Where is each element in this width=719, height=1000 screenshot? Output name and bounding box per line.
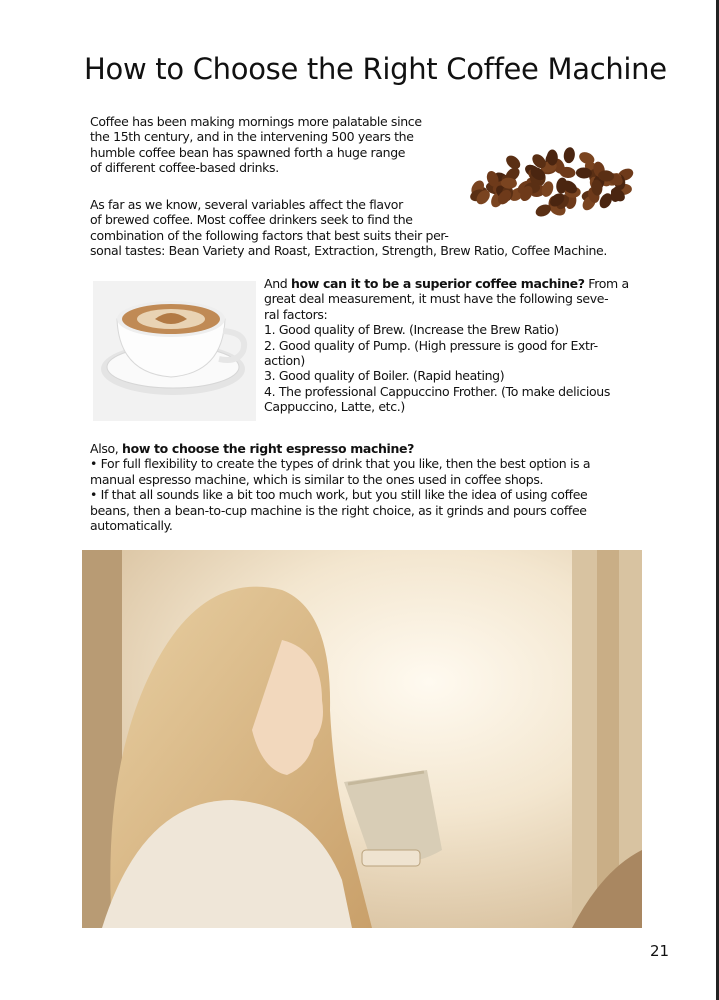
- factor-line: 1. Good quality of Brew. (Increase the Brew Ratio): [264, 322, 559, 338]
- intro-line: Coffee has been making mornings more palatable since: [90, 114, 422, 129]
- superior-machine-paragraph: [264, 276, 629, 415]
- factor-line: 2. Good quality of Pump. (High pressure is good for Extr-: [264, 337, 598, 353]
- woman-with-cup-photo: [82, 550, 642, 928]
- factor-line: action): [264, 353, 305, 369]
- superior-tail: From a: [584, 276, 629, 291]
- variables-line: of brewed coffee. Most coffee drinkers seek to find the: [90, 212, 413, 228]
- factor-line: great deal measurement, it must have the following seve-: [264, 291, 609, 307]
- page-number: 21: [650, 942, 670, 960]
- intro-paragraph: [90, 114, 422, 176]
- espresso-line: • If that all sounds like a bit too much work, but you still like the idea of using coffee: [90, 487, 588, 503]
- factor-line: Cappuccino, Latte, etc.): [264, 399, 405, 415]
- cappuccino-cup-image: [93, 281, 256, 421]
- espresso-line: automatically.: [90, 518, 173, 534]
- espresso-line: • For full flexibility to create the types of drink that you like, then the best option is a: [90, 456, 591, 472]
- espresso-paragraph: [90, 441, 590, 533]
- factor-line: ral factors:: [264, 306, 328, 322]
- espresso-lead-line: [90, 441, 590, 456]
- espresso-question: how to choose the right espresso machine?: [122, 441, 415, 456]
- variables-line: combination of the following factors that best suits their per-: [90, 227, 449, 243]
- factor-line: 3. Good quality of Boiler. (Rapid heating): [264, 368, 505, 384]
- intro-line: of different coffee-based drinks.: [90, 160, 279, 176]
- variables-line: As far as we know, several variables affect the flavor: [90, 197, 403, 212]
- espresso-line: beans, then a bean-to-cup machine is the right choice, as it grinds and pours coffee: [90, 502, 587, 518]
- page-title: How to Choose the Right Coffee Machine: [84, 52, 667, 86]
- espresso-lead: Also,: [90, 441, 123, 456]
- superior-lead: And: [264, 276, 291, 291]
- intro-line: humble coffee bean has spawned forth a huge range: [90, 144, 406, 160]
- variables-paragraph: [90, 197, 607, 259]
- superior-question: how can it to be a superior coffee machine?: [290, 276, 585, 291]
- variables-line: sonal tastes: Bean Variety and Roast, Extraction, Strength, Brew Ratio, Coffee Machine.: [90, 243, 607, 259]
- superior-lead-line: [264, 276, 629, 291]
- intro-line: the 15th century, and in the intervening 500 years the: [90, 129, 414, 145]
- factor-line: 4. The professional Cappuccino Frother. (To make delicious: [264, 383, 611, 399]
- espresso-line: manual espresso machine, which is similar to the ones used in coffee shops.: [90, 471, 544, 487]
